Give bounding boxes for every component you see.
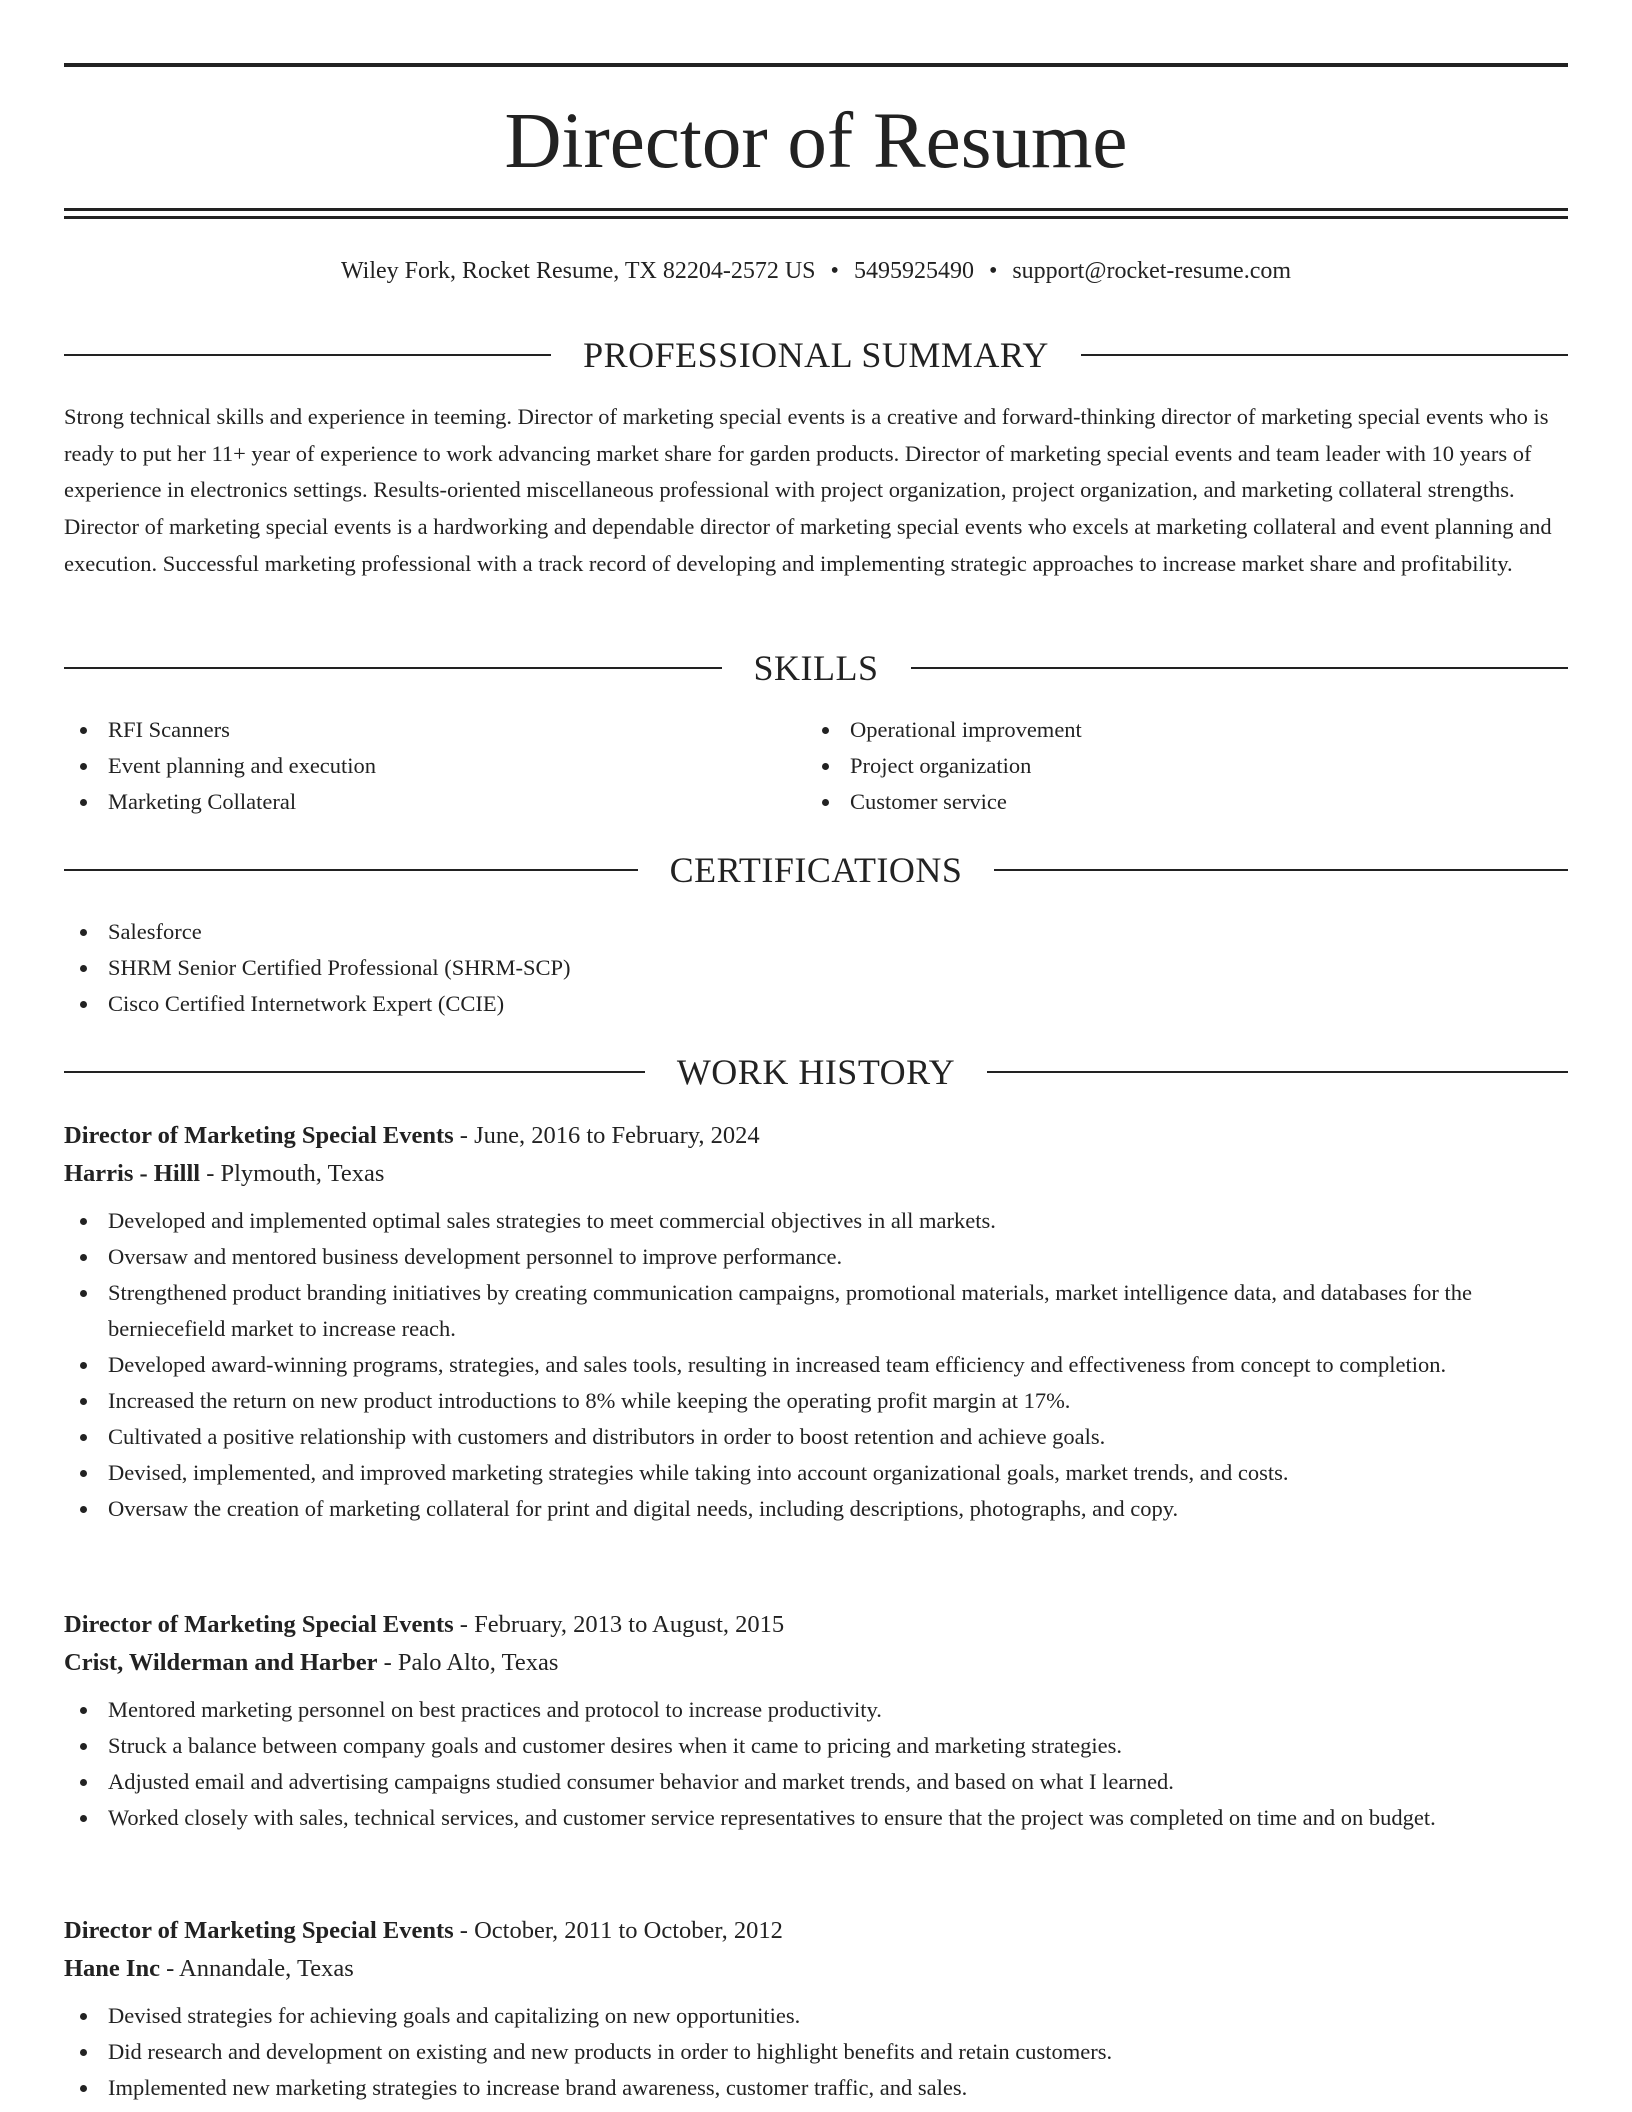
- job-company: Crist, Wilderman and Harber: [64, 1649, 378, 1676]
- divider-line: [64, 869, 638, 871]
- job-company: Harris - Hilll: [64, 1160, 201, 1187]
- job-entry: [64, 1912, 1568, 2106]
- certifications-heading-label: CERTIFICATIONS: [669, 850, 963, 890]
- contact-email: support@rocket-resume.com: [1012, 258, 1292, 284]
- skills-right-list: [806, 712, 1546, 820]
- certification-item: Cisco Certified Internetwork Expert (CCIE): [64, 986, 1568, 1022]
- skills-left-list: [64, 712, 804, 820]
- skill-item: Customer service: [806, 784, 1546, 820]
- resume-title: Director of Resume: [504, 98, 1128, 185]
- skill-item: Operational improvement: [806, 712, 1546, 748]
- job-company: Hane Inc: [64, 1955, 160, 1982]
- job-bullet: Mentored marketing personnel on best practices and protocol to increase productivity.: [64, 1692, 1568, 1728]
- certifications-list: [64, 914, 1568, 1022]
- job-bullet: Devised strategies for achieving goals and capitalizing on new opportunities.: [64, 1998, 1568, 2034]
- job-title-line: [64, 1912, 1568, 1950]
- skill-item: Project organization: [806, 748, 1546, 784]
- divider-line: [64, 667, 722, 669]
- job-bullet: Did research and development on existing and new products in order to highlight benefits and retain customers.: [64, 2034, 1568, 2070]
- job-bullet: Developed and implemented optimal sales strategies to meet commercial objectives in all markets.: [64, 1203, 1568, 1239]
- certification-item: SHRM Senior Certified Professional (SHRM-SCP): [64, 950, 1568, 986]
- header-double-rule-upper: [64, 208, 1568, 211]
- skills-right-column: [806, 712, 1546, 820]
- job-title-line: [64, 1117, 1568, 1155]
- skill-item: RFI Scanners: [64, 712, 804, 748]
- job-bullet: Oversaw and mentored business development personnel to improve performance.: [64, 1239, 1568, 1275]
- job-company-line: [64, 1644, 1568, 1682]
- certification-item: Salesforce: [64, 914, 1568, 950]
- job-company-line: [64, 1155, 1568, 1193]
- work-history-section-heading: [64, 1050, 1568, 1094]
- job-bullet: Adjusted email and advertising campaigns studied consumer behavior and market trends, and based on what I learned.: [64, 1764, 1568, 1800]
- header-top-rule: [64, 63, 1568, 67]
- job-bullet: Implemented new marketing strategies to increase brand awareness, customer traffic, and sales.: [64, 2070, 1568, 2106]
- job-title: Director of Marketing Special Events: [64, 1122, 454, 1149]
- job-dates: - June, 2016 to February, 2024: [453, 1122, 760, 1149]
- job-title: Director of Marketing Special Events: [64, 1917, 454, 1944]
- skills-heading-label: SKILLS: [753, 648, 879, 688]
- divider-line: [1081, 354, 1568, 356]
- divider-line: [987, 1071, 1568, 1073]
- summary-heading-label: PROFESSIONAL SUMMARY: [583, 335, 1049, 375]
- job-bullet: Struck a balance between company goals and customer desires when it came to pricing and marketing strategies.: [64, 1728, 1568, 1764]
- job-title-line: [64, 1606, 1568, 1644]
- contact-separator: •: [830, 258, 839, 284]
- certifications-section-heading: [64, 848, 1568, 892]
- certifications-block: [64, 914, 1568, 1022]
- job-bullet: Devised, implemented, and improved marketing strategies while taking into account organizational goals, market trends, and costs.: [64, 1455, 1568, 1491]
- contact-phone: 5495925490: [853, 258, 974, 284]
- job-title: Director of Marketing Special Events: [64, 1611, 454, 1638]
- job-location: - Palo Alto, Texas: [377, 1649, 559, 1676]
- work-history-heading-label: WORK HISTORY: [676, 1052, 956, 1092]
- job-entry: [64, 1117, 1568, 1527]
- skills-left-column: [64, 712, 804, 820]
- job-entry: [64, 1606, 1568, 1836]
- divider-line: [994, 869, 1568, 871]
- job-company-line: [64, 1950, 1568, 1988]
- job-bullet: Increased the return on new product introductions to 8% while keeping the operating profit margin at 17%.: [64, 1383, 1568, 1419]
- job-bullet: Strengthened product branding initiatives by creating communication campaigns, promotional materials, market intelligence data, and databases for the berniecefield market to increase reach.: [64, 1275, 1568, 1347]
- job-dates: - February, 2013 to August, 2015: [453, 1611, 785, 1638]
- skill-item: Marketing Collateral: [64, 784, 804, 820]
- summary-section-heading: [64, 333, 1568, 377]
- job-dates: - October, 2011 to October, 2012: [453, 1917, 783, 1944]
- summary-paragraph: Strong technical skills and experience in teeming. Director of marketing special events is a creative and forward-thinking director of marketing special events who is ready to put her 11+ year of experience to work advancing market share for garden products. Director of marketing special events and team leader with 10 years of experience in electronics settings. Results-oriented miscellaneous professional with project organization, project organization, and marketing collateral strengths. Director of marketing special events is a hardworking and dependable director of marketing special events who excels at marketing collateral and event planning and execution. Successful marketing professional with a track record of developing and implementing strategic approaches to increase market share and profitability.: [64, 404, 1552, 576]
- job-bullet: Developed award-winning programs, strategies, and sales tools, resulting in increased team efficiency and effectiveness from concept to completion.: [64, 1347, 1568, 1383]
- contact-line: [64, 254, 1568, 288]
- job-bullets: [64, 1998, 1568, 2106]
- divider-line: [911, 667, 1569, 669]
- divider-line: [64, 354, 551, 356]
- contact-separator: •: [988, 258, 998, 284]
- skill-item: Event planning and execution: [64, 748, 804, 784]
- skills-section-heading: [64, 646, 1568, 690]
- divider-line: [64, 1071, 645, 1073]
- job-bullet: Cultivated a positive relationship with customers and distributors in order to boost retention and achieve goals.: [64, 1419, 1568, 1455]
- header-double-rule-lower: [64, 216, 1568, 219]
- job-location: - Plymouth, Texas: [200, 1160, 385, 1187]
- job-bullet: Worked closely with sales, technical services, and customer service representatives to ensure that the project was completed on time and on budget.: [64, 1800, 1568, 1836]
- job-bullet: Oversaw the creation of marketing collateral for print and digital needs, including descriptions, photographs, and copy.: [64, 1491, 1568, 1527]
- contact-address: Wiley Fork, Rocket Resume, TX 82204-2572 US: [340, 258, 816, 284]
- job-location: - Annandale, Texas: [159, 1955, 354, 1982]
- job-bullets: [64, 1692, 1568, 1836]
- job-bullets: [64, 1203, 1568, 1527]
